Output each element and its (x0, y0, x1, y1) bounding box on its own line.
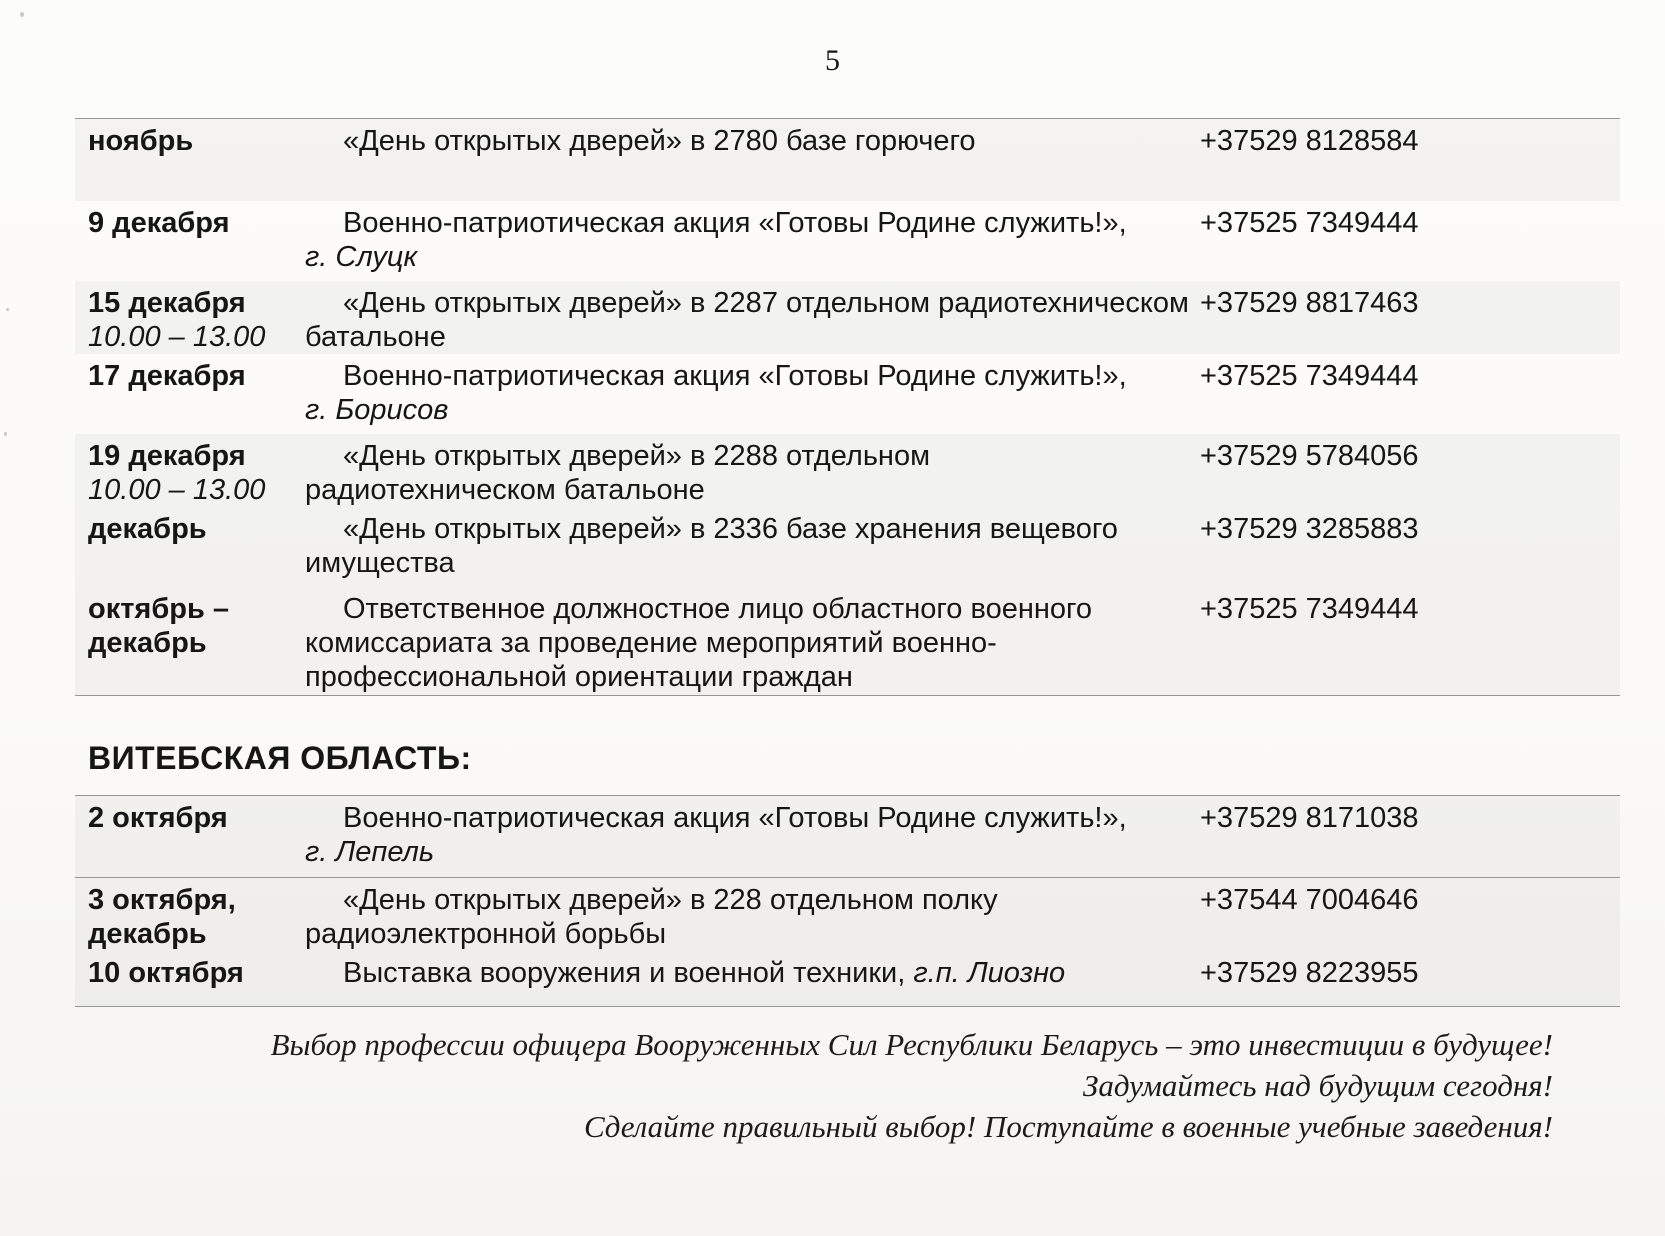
event-text: «День открытых дверей» в 228 отдельном полку (343, 884, 998, 916)
footer-line: Сделайте правильный выбор! Поступайте в военные учебные заведения! (584, 1109, 1553, 1144)
event-line (305, 206, 1200, 240)
event-text: «День открытых дверей» в 2287 отдельном радиотехническом (343, 287, 1189, 319)
event-cell (305, 956, 1200, 1006)
event-text: Ответственное должностное лицо областного военного (343, 593, 1093, 625)
event-text: профессиональной ориентации граждан (305, 661, 853, 693)
event-cell (305, 359, 1200, 434)
footer-line: Выбор профессии офицера Вооруженных Сил Республики Беларусь – это инвестиции в будущее! (270, 1027, 1553, 1062)
date-text: 10.00 – 13.00 (88, 321, 266, 353)
date-text: ноябрь (88, 125, 194, 157)
event-line (305, 512, 1200, 546)
schedule-row (75, 951, 1620, 1006)
schedule-row (75, 201, 1620, 281)
footer-line: Задумайтесь над будущим сегодня! (1083, 1068, 1553, 1103)
event-text: Выставка вооружения и военной техники, (343, 957, 914, 989)
date-cell (75, 956, 305, 1006)
event-cell (305, 206, 1200, 281)
date-cell (75, 592, 305, 695)
event-cell (305, 286, 1200, 354)
phone-number: +37544 7004646 (1200, 884, 1419, 916)
event-text: Военно-патриотическая акция «Готовы Родине служить!», (343, 360, 1127, 392)
event-line (305, 956, 1200, 990)
event-line (305, 626, 1200, 660)
event-line (305, 439, 1200, 473)
date-cell (75, 439, 305, 507)
phone-number: +37529 8817463 (1200, 287, 1419, 319)
schedule-table-vitebsk (75, 795, 1620, 1007)
event-text: радиоэлектронной борьбы (305, 918, 667, 950)
phone-number: +37529 8171038 (1200, 802, 1419, 834)
schedule-row (75, 119, 1620, 201)
event-line (305, 473, 1200, 507)
event-text: комиссариата за проведение мероприятий военно- (305, 627, 997, 659)
date-text: декабрь (88, 918, 207, 950)
date-cell (75, 801, 305, 877)
event-location-text: г. Лепель (305, 836, 435, 868)
event-line (305, 801, 1200, 835)
phone-number: +37529 8223955 (1200, 957, 1419, 989)
schedule-table-minsk (75, 118, 1620, 696)
date-cell (75, 124, 305, 201)
date-cell (75, 286, 305, 354)
event-line (305, 546, 1200, 580)
date-text: 17 декабря (88, 360, 246, 392)
section-header-vitebsk: ВИТЕБСКАЯ ОБЛАСТЬ: (88, 740, 472, 776)
schedule-row (75, 878, 1620, 951)
schedule-row (75, 796, 1620, 878)
event-line (305, 240, 1200, 274)
date-text: декабрь (88, 627, 207, 659)
date-text: 3 октября, (88, 884, 236, 916)
date-cell (75, 206, 305, 281)
date-cell (75, 359, 305, 434)
scan-speck (4, 432, 7, 436)
event-cell (305, 512, 1200, 587)
date-text: октябрь – (88, 593, 229, 625)
date-text: 9 декабря (88, 207, 230, 239)
event-line (305, 835, 1200, 869)
date-text: 10 октября (88, 957, 244, 989)
event-location-text: г. Борисов (305, 394, 449, 426)
date-text: 19 декабря (88, 440, 246, 472)
schedule-row (75, 434, 1620, 507)
date-text: 10.00 – 13.00 (88, 474, 266, 506)
phone-number: +37525 7349444 (1200, 207, 1419, 239)
event-cell (305, 883, 1200, 951)
event-cell (305, 801, 1200, 877)
event-line (305, 592, 1200, 626)
footer-slogan (120, 1024, 1553, 1147)
event-line (305, 320, 1200, 354)
event-text: Военно-патриотическая акция «Готовы Родине служить!», (343, 802, 1127, 834)
event-text: имущества (305, 547, 455, 579)
event-cell (305, 439, 1200, 507)
event-text: «День открытых дверей» в 2336 базе хранения вещевого (343, 513, 1118, 545)
schedule-row (75, 587, 1620, 695)
event-line (305, 124, 1200, 158)
event-text: «День открытых дверей» в 2780 базе горючего (343, 125, 976, 157)
page-number: 5 (825, 44, 840, 77)
event-line (305, 660, 1200, 694)
event-text: «День открытых дверей» в 2288 отдельном (343, 440, 931, 472)
scan-speck (6, 308, 9, 311)
event-text: Военно-патриотическая акция «Готовы Родине служить!», (343, 207, 1127, 239)
event-line (305, 359, 1200, 393)
schedule-row (75, 281, 1620, 354)
schedule-row (75, 507, 1620, 587)
event-location-text: г. Слуцк (305, 241, 418, 273)
event-line (305, 393, 1200, 427)
date-cell (75, 512, 305, 587)
event-cell (305, 124, 1200, 201)
event-text: батальоне (305, 321, 446, 353)
event-line (305, 917, 1200, 951)
phone-number: +37529 3285883 (1200, 513, 1419, 545)
event-line (305, 883, 1200, 917)
event-cell (305, 592, 1200, 695)
phone-number: +37529 8128584 (1200, 125, 1419, 157)
phone-number: +37525 7349444 (1200, 593, 1419, 625)
date-cell (75, 883, 305, 951)
phone-number: +37525 7349444 (1200, 360, 1419, 392)
scan-speck (20, 12, 24, 17)
date-text: 15 декабря (88, 287, 246, 319)
event-location-text: г.п. Лиозно (913, 957, 1066, 989)
event-line (305, 286, 1200, 320)
date-text: 2 октября (88, 802, 228, 834)
phone-number: +37529 5784056 (1200, 440, 1419, 472)
event-text: радиотехническом батальоне (305, 474, 705, 506)
schedule-row (75, 354, 1620, 434)
date-text: декабрь (88, 513, 207, 545)
